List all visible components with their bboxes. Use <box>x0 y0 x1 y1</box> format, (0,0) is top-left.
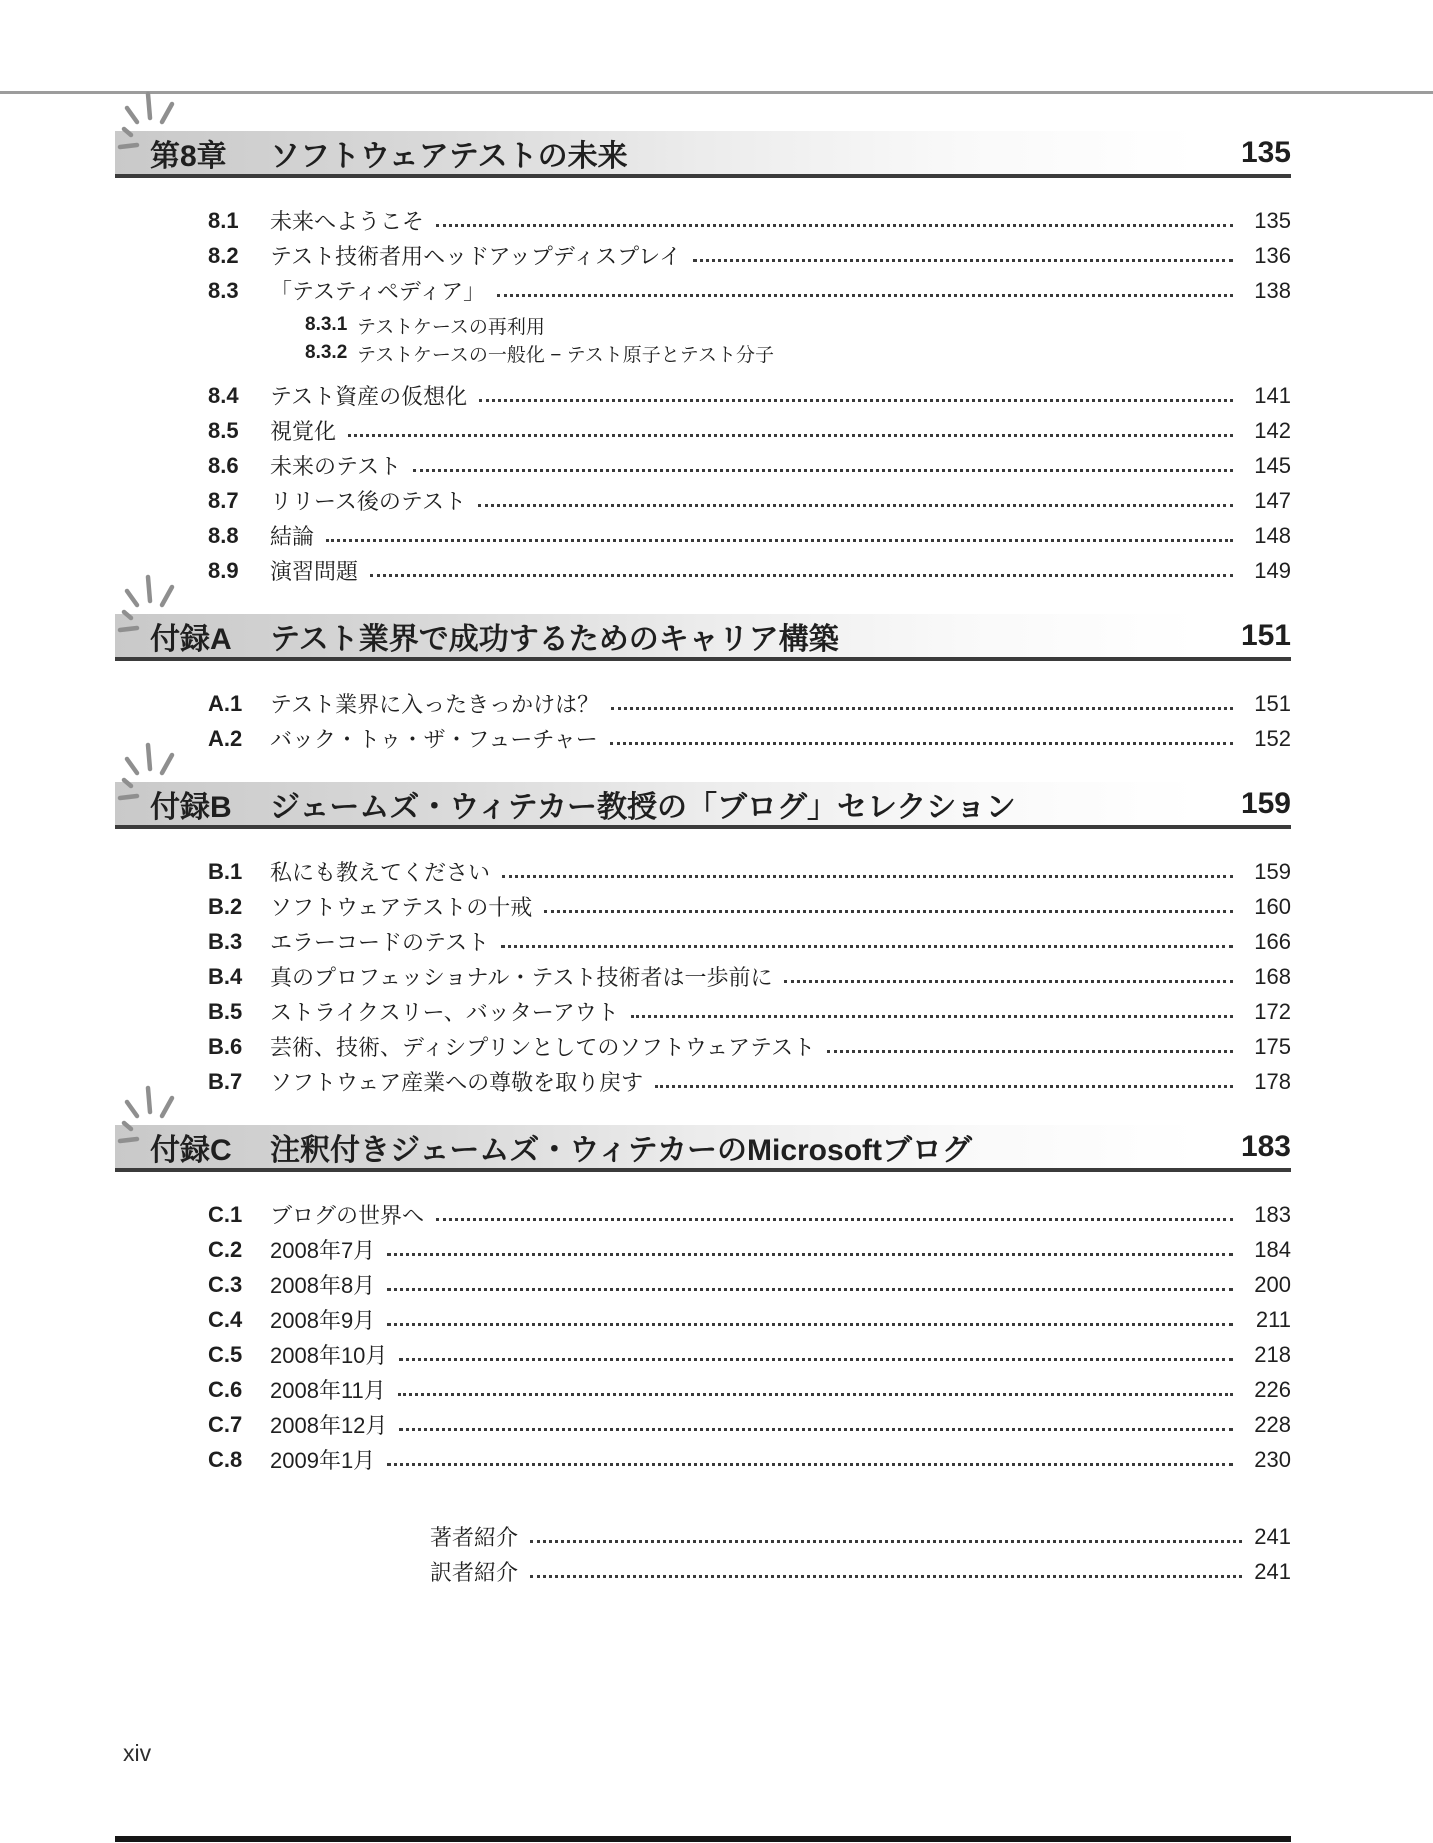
entry-number: 8.3 <box>208 277 239 303</box>
toc-entry-row <box>115 448 1291 483</box>
toc-entry-row <box>115 1064 1291 1099</box>
dot-leader <box>784 980 1233 983</box>
entry-page-number: 184 <box>1254 1236 1291 1262</box>
toc-entry-row <box>115 686 1291 721</box>
dot-leader <box>502 875 1233 878</box>
burst-icon <box>117 1078 181 1144</box>
section-page-number: 159 <box>1240 786 1291 820</box>
section-label: 第8章 <box>150 139 227 173</box>
dot-leader <box>530 1575 1242 1578</box>
dot-leader <box>399 1428 1233 1431</box>
entry-number: C.7 <box>208 1411 243 1437</box>
entry-page-number: 151 <box>1254 690 1291 716</box>
section-title: 注釈付きジェームズ・ウィテカーのMicrosoftブログ <box>270 1133 972 1167</box>
toc-sections <box>115 0 1291 1589</box>
dot-leader <box>611 707 1233 710</box>
entry-page-number: 147 <box>1254 487 1291 513</box>
toc-entry-row <box>115 1442 1291 1477</box>
dot-leader <box>413 469 1233 472</box>
dot-leader <box>497 294 1233 297</box>
section-entries <box>115 854 1291 1099</box>
entry-title: 2008年9月 <box>270 1308 376 1333</box>
entry-page-number: 149 <box>1254 557 1291 583</box>
toc-entry-row <box>115 924 1291 959</box>
dot-leader <box>631 1015 1233 1018</box>
section-label: 付録A <box>150 622 232 656</box>
burst-icon <box>117 735 181 801</box>
entry-page-number: 218 <box>1254 1341 1291 1367</box>
entry-number: 8.9 <box>208 557 239 583</box>
entry-number: B.3 <box>208 928 243 954</box>
entry-page-number: 226 <box>1254 1376 1291 1402</box>
dot-leader <box>398 1393 1233 1396</box>
entry-number: C.8 <box>208 1446 243 1472</box>
section-label: 付録B <box>150 790 232 824</box>
dot-leader <box>399 1358 1233 1361</box>
entry-number: C.1 <box>208 1201 243 1227</box>
entry-page-number: 152 <box>1254 725 1291 751</box>
dot-leader <box>436 224 1233 227</box>
entry-page-number: 172 <box>1254 998 1291 1024</box>
entry-number: C.5 <box>208 1341 243 1367</box>
toc-section <box>115 1125 1291 1477</box>
entry-title: ソフトウェア産業への尊敬を取り戻す <box>270 1070 644 1095</box>
entry-number: A.1 <box>208 690 243 716</box>
dot-leader <box>478 504 1233 507</box>
toc-section <box>115 614 1291 756</box>
entry-number: 8.8 <box>208 522 239 548</box>
entry-title: ブログの世界へ <box>270 1203 425 1228</box>
section-title: ソフトウェアテストの未来 <box>270 139 628 173</box>
toc-entry-row <box>115 721 1291 756</box>
entry-title: ソフトウェアテストの十戒 <box>270 895 533 920</box>
dot-leader <box>387 1288 1233 1291</box>
bottom-rule <box>115 1836 1291 1842</box>
toc-entry-row <box>115 413 1291 448</box>
entry-number: 8.6 <box>208 452 239 478</box>
entry-title: 真のプロフェッショナル・テスト技術者は一歩前に <box>270 965 773 990</box>
entry-title: 訳者紹介 <box>430 1560 519 1585</box>
toc-entry-row <box>115 518 1291 553</box>
subentry-title: テストケースの一般化 − テスト原子とテスト分子 <box>357 344 775 366</box>
toc-entry-row <box>115 203 1291 238</box>
toc-entry-row <box>115 553 1291 588</box>
entry-number: B.5 <box>208 998 243 1024</box>
entry-number: C.4 <box>208 1306 243 1332</box>
entry-page-number: 228 <box>1254 1411 1291 1437</box>
entry-page-number: 230 <box>1254 1446 1291 1472</box>
section-title: テスト業界で成功するためのキャリア構築 <box>270 622 839 656</box>
entry-title: テスト技術者用ヘッドアップディスプレイ <box>270 244 682 269</box>
entry-page-number: 178 <box>1254 1068 1291 1094</box>
dot-leader <box>326 539 1233 542</box>
entry-title: 未来のテスト <box>270 454 402 479</box>
section-heading-bar <box>115 782 1291 829</box>
toc-subentry-group <box>115 311 1291 367</box>
toc-entry-row <box>115 1337 1291 1372</box>
entry-page-number: 168 <box>1254 963 1291 989</box>
entry-page-number: 136 <box>1254 242 1291 268</box>
toc-extra-row <box>115 1519 1291 1554</box>
toc-entry-row <box>115 1407 1291 1442</box>
entry-title: 2008年10月 <box>270 1343 388 1368</box>
entry-number: B.2 <box>208 893 243 919</box>
section-heading-bar <box>115 131 1291 178</box>
subentry-title: テストケースの再利用 <box>357 316 545 338</box>
burst-icon <box>117 567 181 633</box>
entry-number: 8.4 <box>208 382 239 408</box>
entry-title: テスト資産の仮想化 <box>270 384 468 409</box>
entry-number: 8.1 <box>208 207 239 233</box>
entry-number: A.2 <box>208 725 243 751</box>
toc-entry-row <box>115 378 1291 413</box>
entry-page-number: 148 <box>1254 522 1291 548</box>
entry-title: テスト業界に入ったきっかけは？ <box>270 692 600 717</box>
entry-page-number: 160 <box>1254 893 1291 919</box>
entry-number: C.3 <box>208 1271 243 1297</box>
dot-leader <box>370 574 1233 577</box>
entry-title: 2009年1月 <box>270 1448 376 1473</box>
toc-section <box>115 131 1291 588</box>
entry-page-number: 211 <box>1255 1306 1291 1332</box>
toc-extras <box>115 1519 1291 1589</box>
dot-leader <box>479 399 1233 402</box>
dot-leader <box>655 1085 1233 1088</box>
entry-title: 視覚化 <box>270 419 337 444</box>
entry-number: 8.2 <box>208 242 239 268</box>
entry-title: 著者紹介 <box>430 1525 519 1550</box>
toc-entry-row <box>115 1302 1291 1337</box>
entry-number: C.6 <box>208 1376 243 1402</box>
toc-entry-row <box>115 1372 1291 1407</box>
dot-leader <box>827 1050 1233 1053</box>
entry-title: 2008年11月 <box>270 1378 386 1403</box>
subentry-number: 8.3.2 <box>305 342 348 363</box>
entry-title: バック・トゥ・ザ・フューチャー <box>270 727 598 752</box>
section-entries <box>115 686 1291 756</box>
entry-title: 2008年7月 <box>270 1238 376 1263</box>
entry-page-number: 241 <box>1254 1558 1291 1584</box>
entry-page-number: 138 <box>1254 277 1291 303</box>
toc-entry-row <box>115 1029 1291 1064</box>
dot-leader <box>530 1540 1242 1543</box>
entry-title: 演習問題 <box>270 559 359 584</box>
entry-page-number: 183 <box>1254 1201 1291 1227</box>
section-entries <box>115 1197 1291 1477</box>
toc-entry-row <box>115 959 1291 994</box>
section-page-number: 183 <box>1240 1129 1291 1163</box>
subentry-number: 8.3.1 <box>305 314 348 335</box>
toc-entry-row <box>115 1232 1291 1267</box>
toc-entry-row <box>115 238 1291 273</box>
dot-leader <box>693 259 1233 262</box>
dot-leader <box>436 1218 1233 1221</box>
entry-title: 2008年12月 <box>270 1413 388 1438</box>
entry-title: 未来へようこそ <box>270 209 425 234</box>
toc-entry-row <box>115 889 1291 924</box>
entry-page-number: 241 <box>1254 1523 1291 1549</box>
dot-leader <box>387 1323 1233 1326</box>
entry-number: B.4 <box>208 963 243 989</box>
dot-leader <box>387 1463 1233 1466</box>
entry-title: 2008年8月 <box>270 1273 376 1298</box>
footer-page-number: xiv <box>123 1740 152 1766</box>
toc-entry-row <box>115 1267 1291 1302</box>
entry-title: リリース後のテスト <box>270 489 467 514</box>
entry-title: 私にも教えてください <box>270 860 491 885</box>
entry-page-number: 145 <box>1254 452 1291 478</box>
toc-entry-row <box>115 854 1291 889</box>
section-label: 付録C <box>150 1133 232 1167</box>
entry-page-number: 175 <box>1254 1033 1291 1059</box>
toc-entry-row <box>115 1197 1291 1232</box>
entry-number: C.2 <box>208 1236 243 1262</box>
section-page-number: 135 <box>1240 135 1291 169</box>
toc-subentry-row <box>115 311 1291 339</box>
entry-page-number: 141 <box>1254 382 1291 408</box>
entry-page-number: 135 <box>1254 207 1291 233</box>
entry-title: 芸術、技術、ディシプリンとしてのソフトウェアテスト <box>270 1035 816 1060</box>
section-heading-bar <box>115 614 1291 661</box>
dot-leader <box>544 910 1233 913</box>
entry-number: B.7 <box>208 1068 243 1094</box>
entry-page-number: 159 <box>1254 858 1291 884</box>
toc-subentry-row <box>115 339 1291 367</box>
entry-title: エラーコードのテスト <box>270 930 490 955</box>
entry-number: 8.7 <box>208 487 239 513</box>
dot-leader <box>610 742 1233 745</box>
section-entries <box>115 203 1291 588</box>
entry-page-number: 142 <box>1254 417 1291 443</box>
section-title: ジェームズ・ウィテカー教授の「ブログ」セレクション <box>270 790 1016 824</box>
entry-number: 8.5 <box>208 417 239 443</box>
entry-number: B.6 <box>208 1033 243 1059</box>
burst-icon <box>117 84 181 150</box>
entry-title: 「テスティペディア」 <box>270 279 486 304</box>
section-page-number: 151 <box>1240 618 1291 652</box>
entry-number: B.1 <box>208 858 243 884</box>
toc-entry-row <box>115 994 1291 1029</box>
dot-leader <box>501 945 1233 948</box>
dot-leader <box>348 434 1233 437</box>
entry-page-number: 200 <box>1254 1271 1291 1297</box>
entry-title: 結論 <box>270 524 315 549</box>
toc-entry-row <box>115 273 1291 308</box>
toc-section <box>115 782 1291 1099</box>
entry-page-number: 166 <box>1254 928 1291 954</box>
dot-leader <box>387 1253 1233 1256</box>
entry-title: ストライクスリー、バッターアウト <box>270 1000 619 1025</box>
toc-extra-row <box>115 1554 1291 1589</box>
section-heading-bar <box>115 1125 1291 1172</box>
toc-entry-row <box>115 483 1291 518</box>
